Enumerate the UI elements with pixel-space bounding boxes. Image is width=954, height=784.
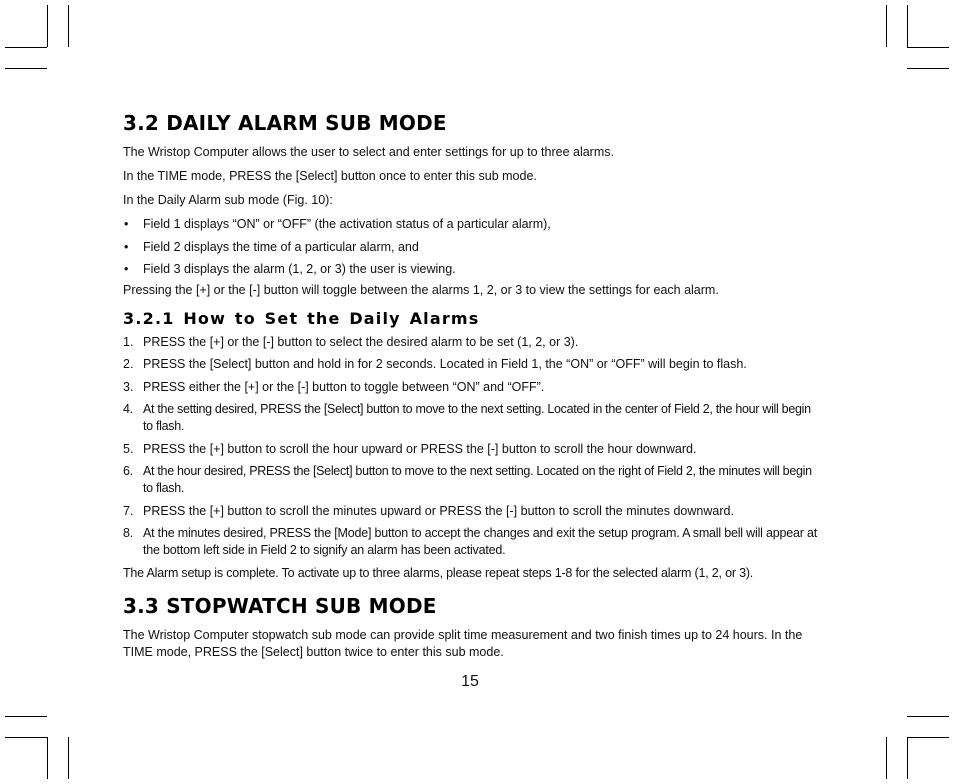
- crop-mark: [47, 5, 48, 47]
- paragraph: The Wristop Computer allows the user to select and enter settings for up to three alarms.: [123, 145, 614, 159]
- step-text: PRESS either the [+] or the [-] button to toggle between “ON” and “OFF”.: [143, 379, 545, 394]
- step-item: [123, 463, 819, 497]
- crop-mark: [907, 5, 908, 47]
- crop-mark: [68, 5, 69, 47]
- paragraph: The Wristop Computer stopwatch sub mode can provide split time measurement and two finish times up to 24 hours. In the TIME mode, PRESS the [Select] button twice to enter this sub mode.: [123, 627, 803, 659]
- step-item: [123, 334, 819, 351]
- step-item: [123, 379, 819, 396]
- step-item: [123, 525, 819, 559]
- crop-mark: [68, 737, 69, 779]
- crop-mark: [5, 68, 47, 69]
- step-list: [123, 334, 819, 560]
- bullet-text: Field 1 displays “ON” or “OFF” (the activation status of a particular alarm),: [143, 217, 551, 231]
- step-text: At the setting desired, PRESS the [Select] button to move to the next setting. Located in the center of Field 2, the hour will begin to flash.: [143, 402, 811, 433]
- bullet-marker: •: [124, 239, 129, 254]
- bullet-text: Field 3 displays the alarm (1, 2, or 3) the user is viewing.: [143, 262, 456, 276]
- step-text: PRESS the [+] button to scroll the hour upward or PRESS the [-] button to scroll the hour downward.: [143, 441, 697, 456]
- step-number: 3.: [123, 379, 134, 394]
- crop-mark: [5, 737, 47, 738]
- crop-mark: [907, 47, 949, 48]
- subsection-heading-set-alarms: 3.2.1 How to Set the Daily Alarms: [123, 308, 480, 328]
- crop-mark: [907, 716, 949, 717]
- bullet-item: [123, 239, 819, 256]
- crop-mark: [886, 737, 887, 779]
- crop-mark: [907, 68, 949, 69]
- crop-mark: [907, 737, 908, 779]
- page-content: [123, 111, 819, 668]
- step-item: [123, 356, 819, 373]
- step-number: 5.: [123, 441, 134, 456]
- crop-mark: [5, 47, 47, 48]
- step-text: PRESS the [+] or the [-] button to select the desired alarm to be set (1, 2, or 3).: [143, 334, 579, 349]
- step-number: 4.: [123, 402, 133, 416]
- crop-mark: [907, 737, 949, 738]
- bullet-list: [123, 216, 819, 278]
- step-number: 6.: [123, 464, 133, 478]
- paragraph: Pressing the [+] or the [-] button will toggle between the alarms 1, 2, or 3 to view the settings for each alarm.: [123, 282, 719, 297]
- step-item: [123, 401, 819, 435]
- step-text: PRESS the [Select] button and hold in for 2 seconds. Located in Field 1, the “ON” or “OFF” will begin to flash.: [143, 357, 747, 371]
- bullet-item: [123, 216, 819, 233]
- step-item: [123, 441, 819, 458]
- crop-mark: [886, 5, 887, 47]
- crop-mark: [47, 737, 48, 779]
- step-number: 7.: [123, 503, 134, 518]
- paragraph: In the TIME mode, PRESS the [Select] button once to enter this sub mode.: [123, 169, 537, 183]
- section-heading-stopwatch: 3.3 STOPWATCH SUB MODE: [123, 593, 437, 618]
- section-heading-daily-alarm: 3.2 DAILY ALARM SUB MODE: [123, 111, 447, 135]
- step-number: 8.: [123, 526, 134, 540]
- step-number: 1.: [123, 334, 134, 349]
- bullet-marker: •: [124, 262, 129, 276]
- page-number: 15: [461, 673, 479, 690]
- bullet-text: Field 2 displays the time of a particular alarm, and: [143, 239, 419, 254]
- crop-mark: [5, 716, 47, 717]
- bullet-item: [123, 261, 819, 278]
- paragraph: In the Daily Alarm sub mode (Fig. 10):: [123, 193, 333, 207]
- bullet-marker: •: [124, 217, 129, 231]
- step-text: At the hour desired, PRESS the [Select] button to move to the next setting. Located on the right of Field 2, the minutes will begin to flash.: [143, 464, 812, 495]
- step-text: At the minutes desired, PRESS the [Mode] button to accept the changes and exit the setup program. A small bell will appear at the bottom left side in Field 2 to signify an alarm has been activated.: [143, 526, 818, 557]
- step-item: [123, 503, 819, 520]
- paragraph: The Alarm setup is complete. To activate up to three alarms, please repeat steps 1-8 for the selected alarm (1, 2, or 3).: [123, 565, 754, 580]
- step-text: PRESS the [+] button to scroll the minutes upward or PRESS the [-] button to scroll the minutes downward.: [143, 503, 734, 518]
- step-number: 2.: [123, 357, 134, 371]
